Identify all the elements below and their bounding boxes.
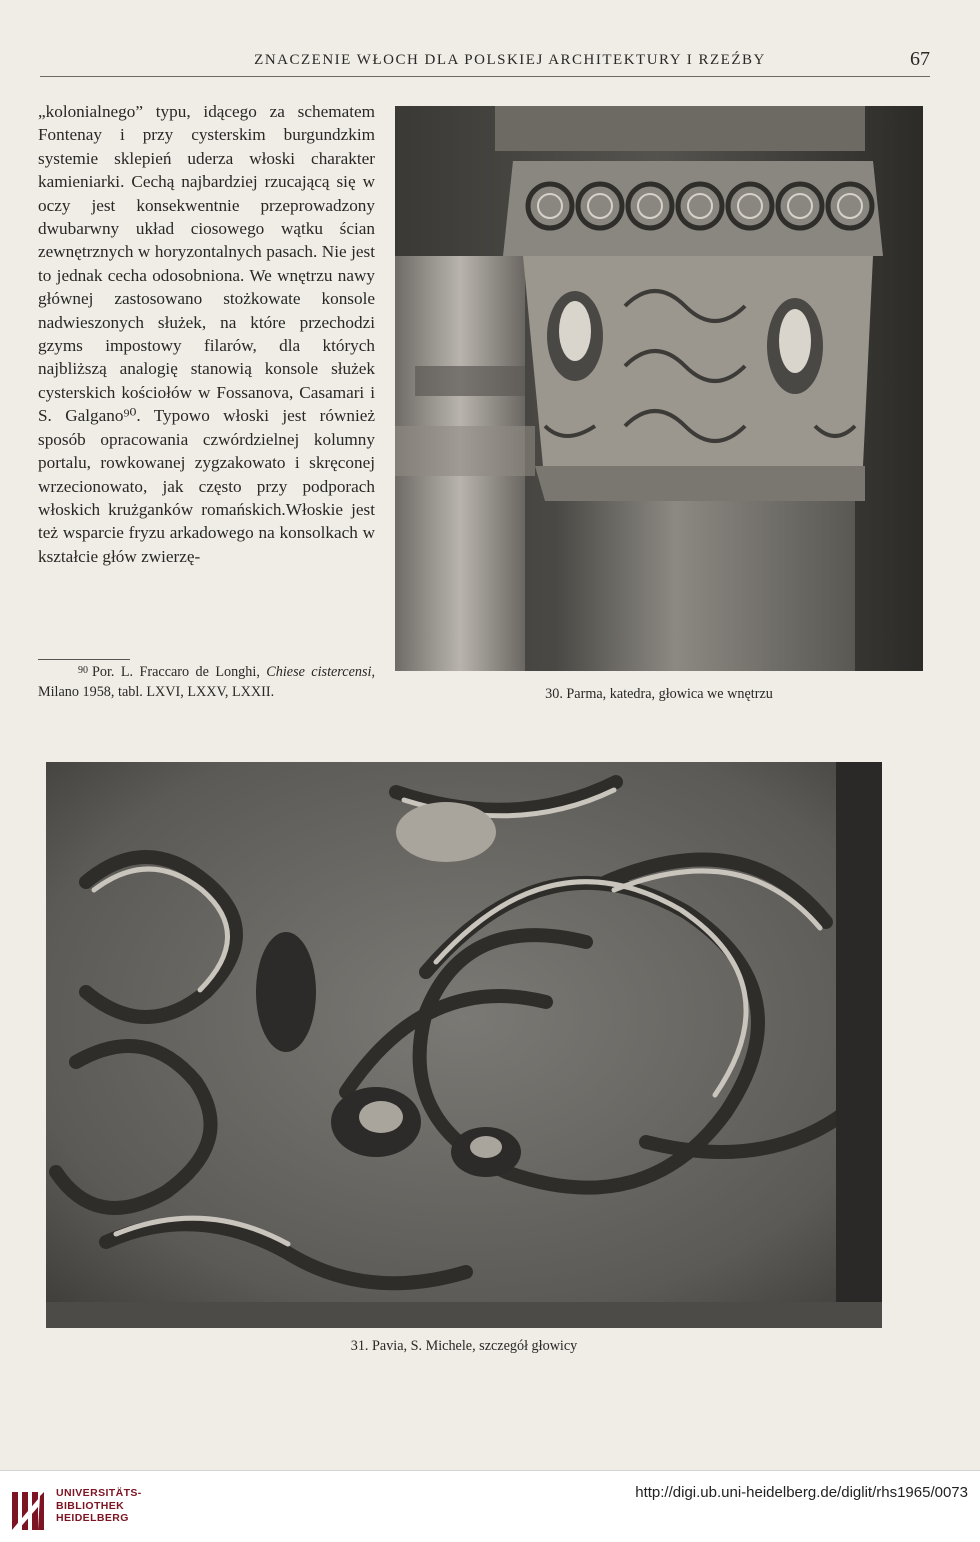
- logo-line-2: BIBLIOTHEK: [56, 1499, 125, 1512]
- footnote: [38, 662, 375, 702]
- library-logo-text: [56, 1487, 142, 1525]
- footnote-rule: [38, 659, 130, 660]
- digital-library-link[interactable]: http://digi.ub.uni-heidelberg.de/diglit/rhs1965/0073: [635, 1484, 968, 1501]
- footnote-marker: 90: [78, 665, 88, 676]
- university-library-logo-icon: [10, 1488, 46, 1534]
- running-header: [40, 48, 930, 77]
- body-text: [38, 100, 375, 568]
- running-title: ZNACZENIE WŁOCH DLA POLSKIEJ ARCHITEKTURY I RZEŹBY: [254, 52, 766, 68]
- body-paragraph: „kolonialnego” typu, idącego za schematem Fontenay i przy cysterskim burgundzkim systemie sklepień uderza włoski charakter kamieniarki. Cechą najbardziej rzucającą się w oczy jest konsekwentnie przeprowadzony dwubarwny układ ciosowego wątku ścian zewnętrznych w horyzontalnych pasach. Nie jest to jednak cecha odosobniona. We wnętrzu nawy głównej zastosowano stożkowate konsole nadwieszonych służek, na które przechodzi gzyms impostowy filarów, dla których najbliższą analogię stanowią konsole służek cysterskich kościołów w Fossanova, Casamari i S. Galgano⁹⁰. Typowo włoski jest również sposób opracowania czwórdzielnej kolumny portalu, rowkowanej zygzakowato i skręconej wrzecionowato, jak często przy podporach włoskich krużganków romańskich.Włoskie jest też wsparcie fryzu arkadowego na konsolkach w kształcie głów zwierzę-: [38, 102, 375, 566]
- footnote-text-before: Por. L. Fraccaro de Longhi,: [92, 664, 267, 680]
- footnote-text-after: , Milano 1958, tabl. LXVI, LXXV, LXXII.: [38, 664, 375, 700]
- logo-line-3: HEIDELBERG: [56, 1512, 129, 1524]
- logo-line-1: UNIVERSITÄTS-: [56, 1487, 142, 1499]
- figure-31-caption: 31. Pavia, S. Michele, szczegół głowicy: [350, 1338, 578, 1354]
- page-number: 67: [910, 48, 930, 70]
- figure-30-caption: 30. Parma, katedra, głowica we wnętrzu: [545, 686, 773, 702]
- footnote-italic-title: Chiese cistercensi: [266, 664, 372, 680]
- library-footer: [0, 1470, 980, 1542]
- figure-30-photo: [395, 106, 923, 671]
- figure-31-photo: [46, 762, 882, 1328]
